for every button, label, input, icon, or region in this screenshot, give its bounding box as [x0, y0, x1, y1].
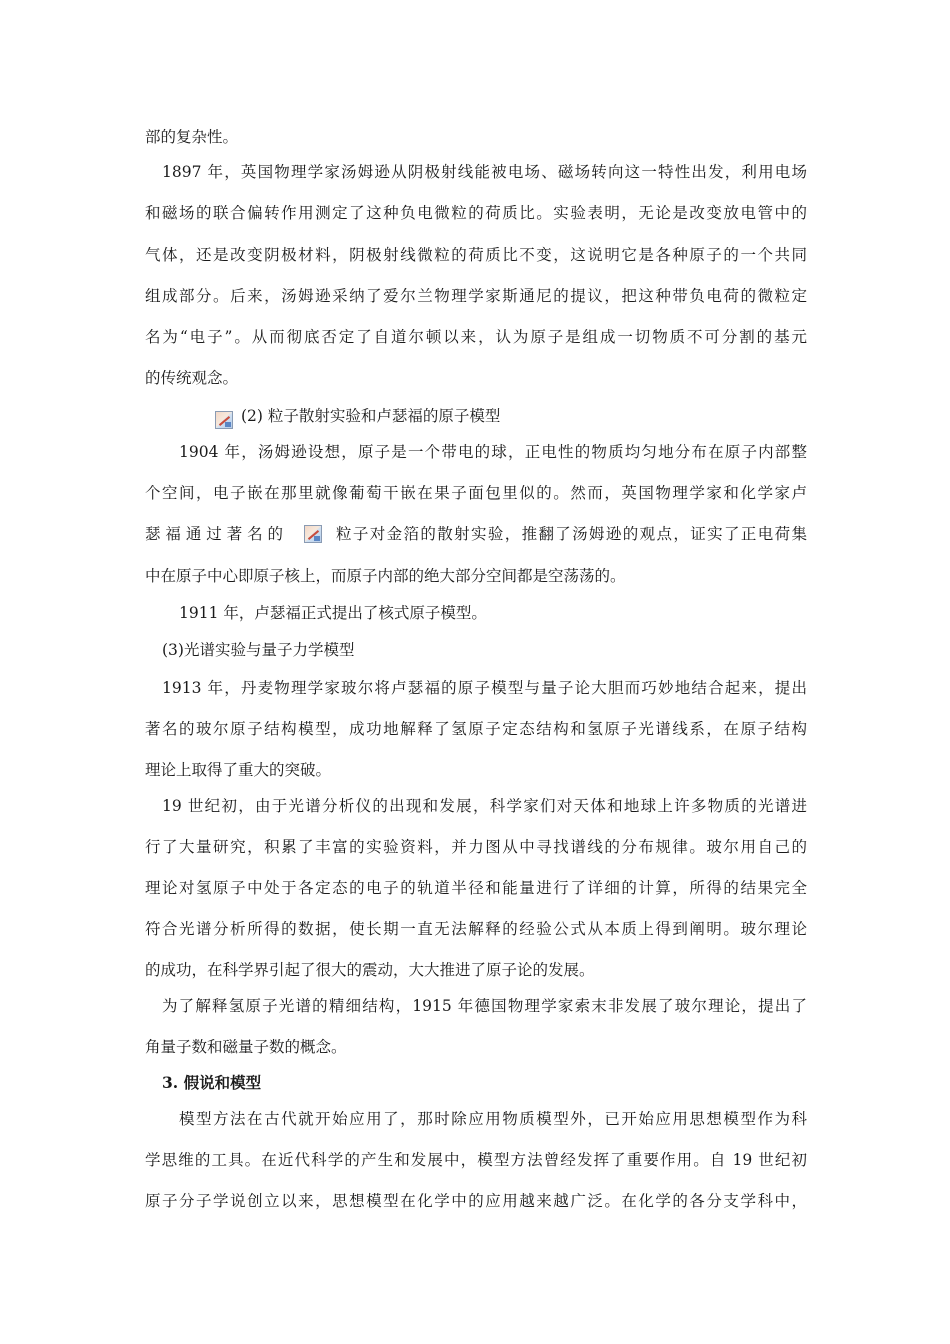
broken-image-icon-alpha — [304, 525, 322, 543]
text-line-7: 的传统观念。 — [145, 369, 239, 387]
text-line-15: 理论上取得了重大的突破。 — [145, 761, 332, 779]
text-line-10b: 粒子对金箔的散射实验，推翻了汤姆逊的观点，证实了正电荷集 — [336, 525, 807, 543]
text-line-14: 著名的玻尔原子结构模型，成功地解释了氢原子定态结构和氢原子光谱线系，在原子结构 — [145, 720, 807, 738]
text-line-19: 符合光谱分析所得的数据，使长期一直无法解释的经验公式从本质上得到阐明。玻尔理论 — [145, 920, 807, 938]
text-line-12: 1911 年，卢瑟福正式提出了核式原子模型。 — [179, 604, 487, 622]
text-line-3: 和磁场的联合偏转作用测定了这种负电微粒的荷质比。实验表明，无论是改变放电管中的 — [145, 204, 807, 222]
section-heading-2-text: (2) 粒子散射实验和卢瑟福的原子模型 — [241, 407, 501, 425]
text-line-9: 个空间，电子嵌在那里就像葡萄干嵌在果子面包里似的。然而，英国物理学家和化学家卢 — [145, 484, 807, 502]
text-line-11: 中在原子中心即原子核上，而原子内部的绝大部分空间都是空荡荡的。 — [145, 567, 626, 585]
text-line-23: 模型方法在古代就开始应用了，那时除应用物质模型外，已开始应用思想模型作为科 — [179, 1110, 807, 1128]
broken-image-icon — [215, 411, 233, 429]
text-line-5: 组成部分。后来，汤姆逊采纳了爱尔兰物理学家斯通尼的提议，把这种带负电荷的微粒定 — [145, 287, 807, 305]
text-line-4: 气体，还是改变阴极材料，阴极射线微粒的荷质比不变，这说明它是各种原子的一个共同 — [145, 246, 807, 264]
text-line-6: 名为“电子”。从而彻底否定了自道尔顿以来，认为原子是组成一切物质不可分割的基元 — [145, 328, 807, 346]
text-line-21: 为了解释氢原子光谱的精细结构，1915 年德国物理学家索末非发展了玻尔理论，提出了 — [162, 997, 807, 1015]
section-heading-3: (3)光谱实验与量子力学模型 — [162, 641, 355, 659]
text-line-16: 19 世纪初，由于光谱分析仪的出现和发展，科学家们对天体和地球上许多物质的光谱进 — [162, 797, 807, 815]
text-line-25: 原子分子学说创立以来，思想模型在化学中的应用越来越广泛。在化学的各分支学科中， — [145, 1192, 807, 1210]
text-line-18: 理论对氢原子中处于各定态的电子的轨道半径和能量进行了详细的计算，所得的结果完全 — [145, 879, 807, 897]
text-line-22: 角量子数和磁量子数的概念。 — [145, 1038, 347, 1056]
text-line-2: 1897 年，英国物理学家汤姆逊从阴极射线能被电场、磁场转向这一特性出发，利用电场 — [162, 163, 807, 181]
section-heading-hypothesis: 3. 假说和模型 — [162, 1073, 262, 1092]
text-line-13: 1913 年，丹麦物理学家玻尔将卢瑟福的原子模型与量子论大胆而巧妙地结合起来，提出 — [162, 679, 807, 697]
section-heading-2 — [215, 404, 715, 429]
text-line-10a: 瑟 福 通 过 著 名 的 — [145, 525, 284, 543]
text-line-17: 行了大量研究，积累了丰富的实验资料，并力图从中寻找谱线的分布规律。玻尔用自己的 — [145, 838, 807, 856]
text-line-1: 部的复杂性。 — [145, 128, 239, 146]
text-line-24: 学思维的工具。在近代科学的产生和发展中，模型方法曾经发挥了重要作用。自 19 世纪初 — [145, 1151, 807, 1169]
text-line-8: 1904 年，汤姆逊设想，原子是一个带电的球，正电性的物质均匀地分布在原子内部整 — [179, 443, 807, 461]
text-line-20: 的成功，在科学界引起了很大的震动，大大推进了原子论的发展。 — [145, 961, 595, 979]
